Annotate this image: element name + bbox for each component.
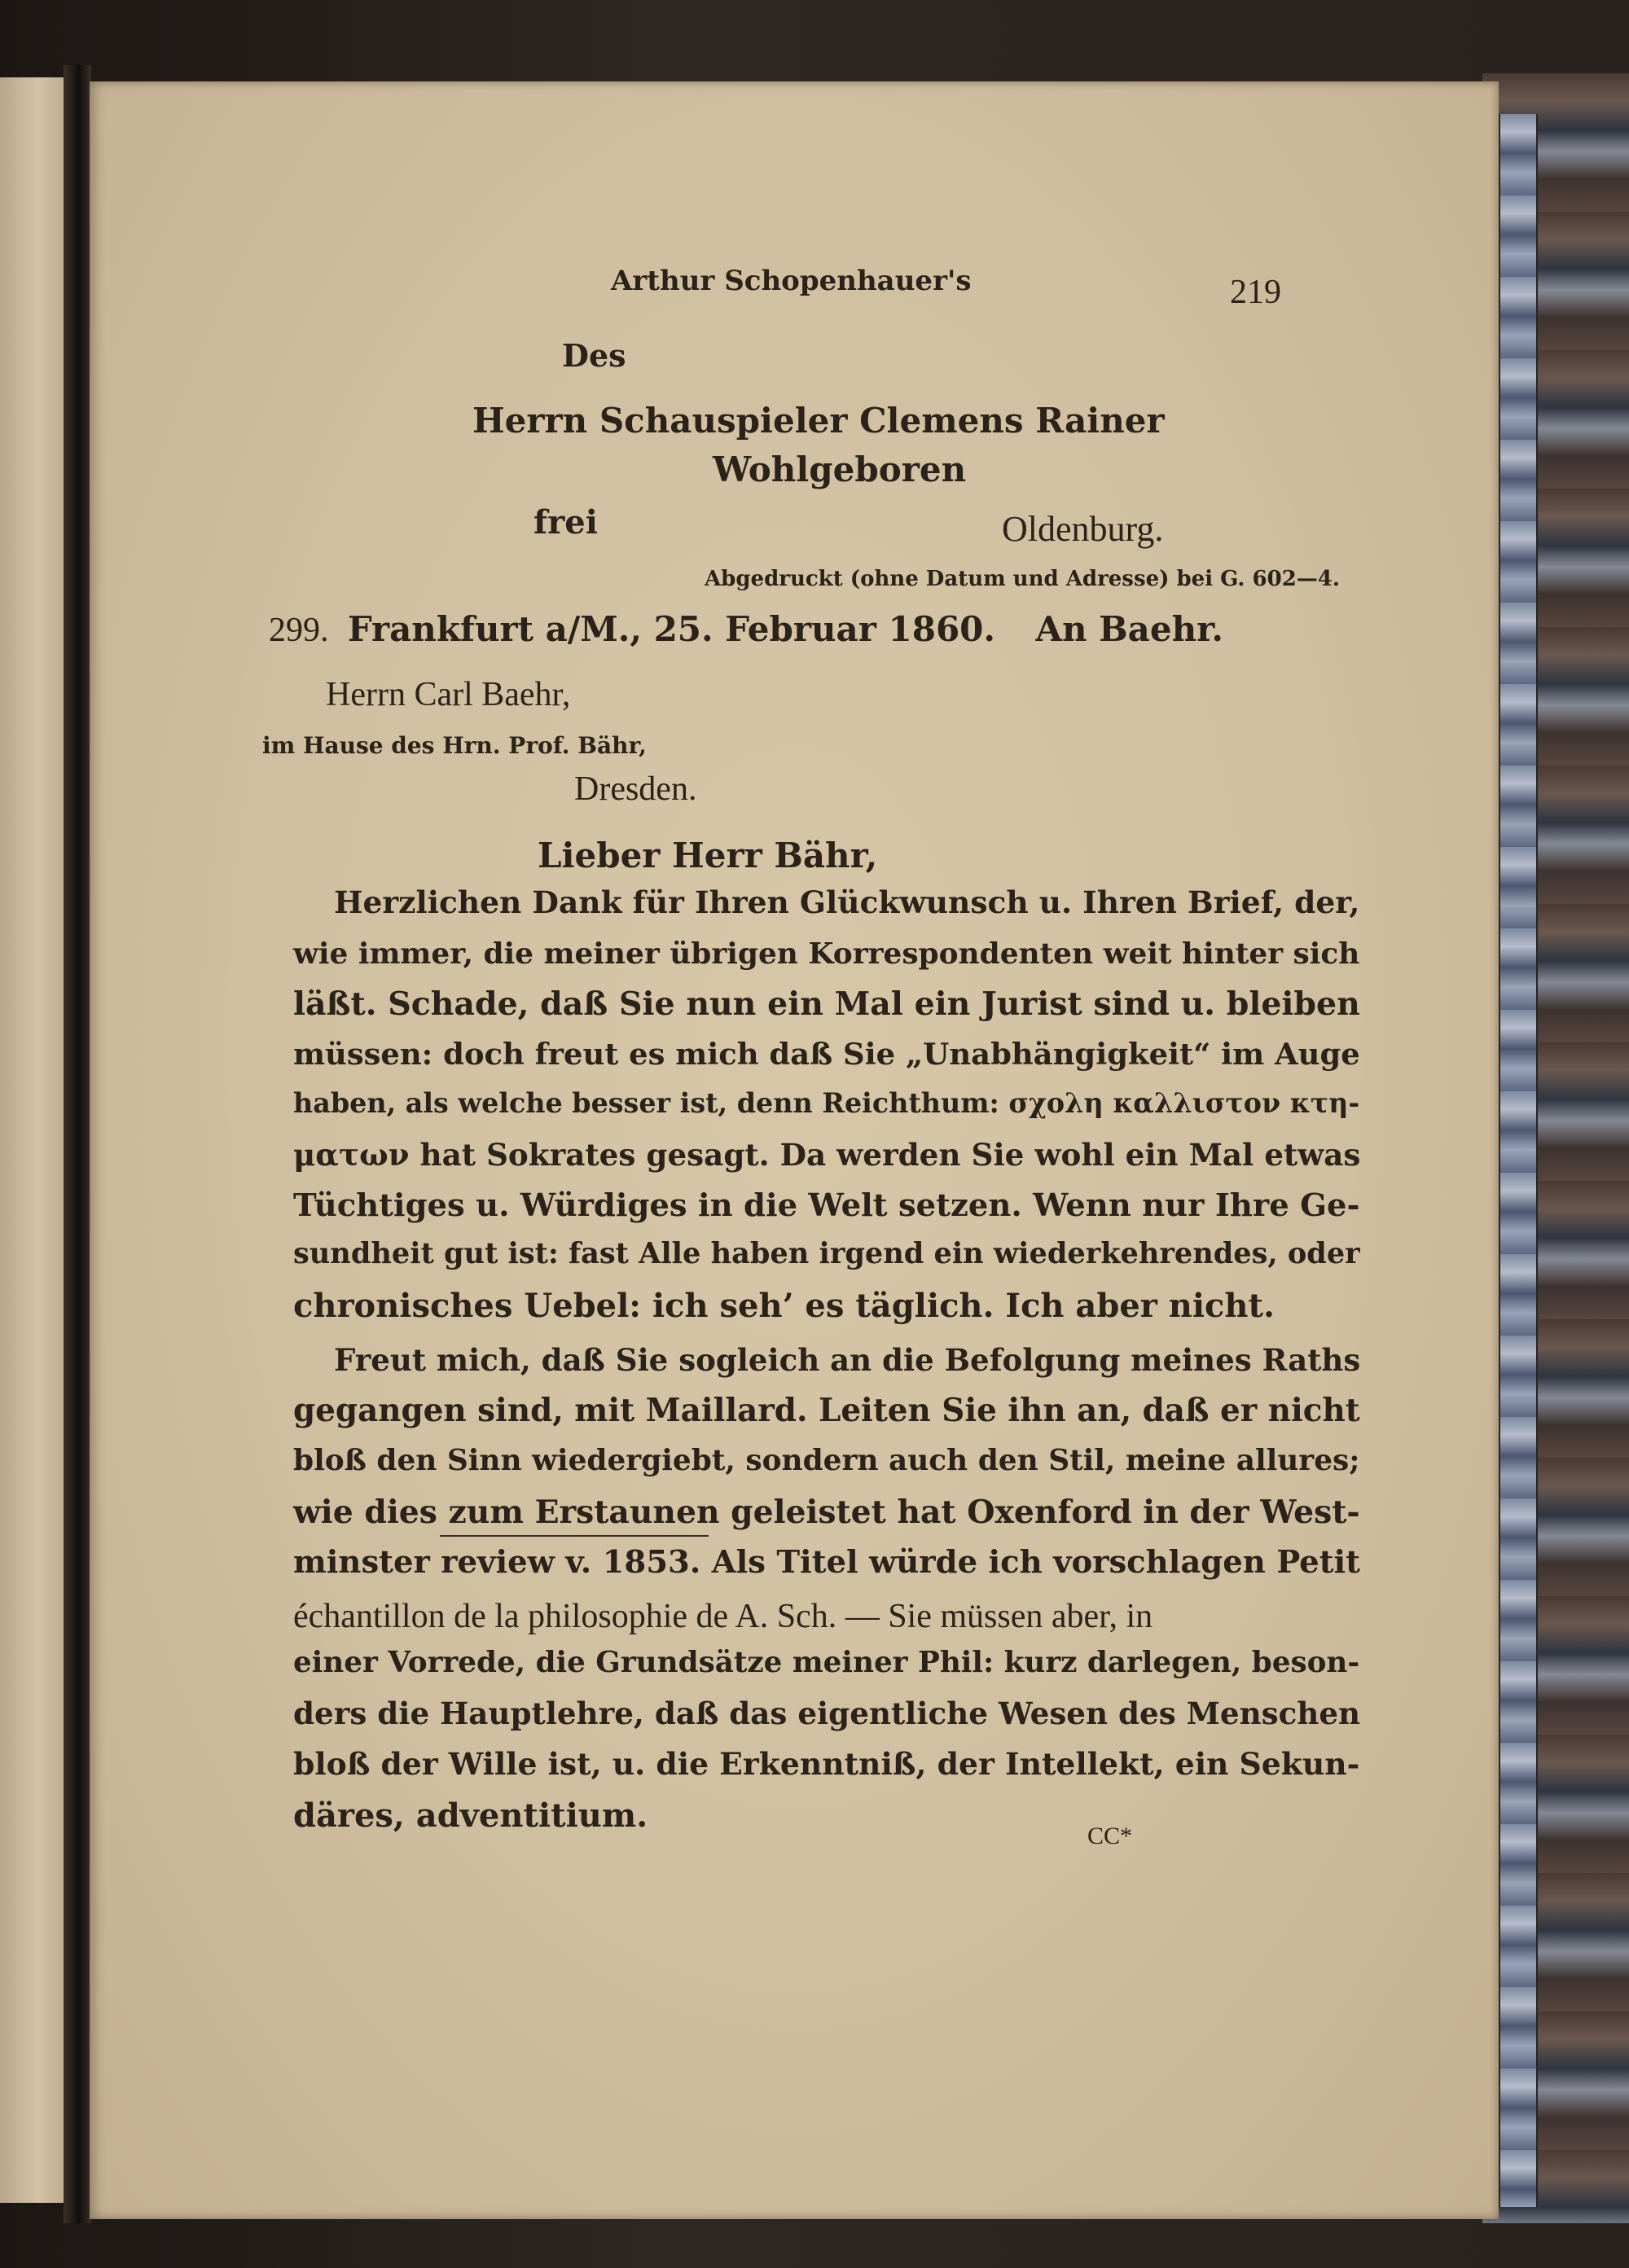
paragraph-2-line: ders die Hauptlehre, daß das eigentliche Wesen des Menschen [293, 1696, 1361, 1731]
paragraph-1-line: chronisches Uebel: ich seh’ es täglich. Ich aber nicht. [293, 1287, 1275, 1325]
paragraph-1-line: ματων hat Sokrates gesagt. Da werden Sie wohl ein Mal etwas [293, 1137, 1361, 1173]
paragraph-1-line: haben, als welche besser ist, denn Reichthum: σχολη καλλιστον κτη- [293, 1087, 1360, 1119]
letter-number: 299. [269, 612, 329, 649]
paragraph-2-line: bloß der Wille ist, u. die Erkenntniß, der Intellekt, ein Sekun- [293, 1746, 1360, 1782]
editorial-note: Abgedruckt (ohne Datum und Adresse) bei G. 602—4. [705, 567, 1340, 591]
paragraph-1-line: Herzlichen Dank für Ihren Glückwunsch u. Ihren Brief, der, [334, 884, 1360, 920]
letter-recipient: An Baehr. [1035, 609, 1224, 649]
paragraph-2-line: einer Vorrede, die Grundsätze meiner Phil: kurz darlegen, beson- [293, 1645, 1360, 1679]
address-1-line-2: Herrn Schauspieler Clemens Rainer [472, 401, 1165, 441]
paragraph-2-line: échantillon de la philosophie de A. Sch. — Sie müssen aber, in [293, 1598, 1153, 1635]
signature-mark: CC* [1087, 1823, 1133, 1849]
paragraph-1-line: wie immer, die meiner übrigen Korrespondenten weit hinter sich [293, 937, 1360, 971]
paragraph-1-line: läßt. Schade, daß Sie nun ein Mal ein Jurist sind u. bleiben [293, 985, 1360, 1023]
letter-place-date: Frankfurt a/M., 25. Februar 1860. [347, 609, 996, 649]
paragraph-1-line: müssen: doch freut es mich daß Sie „Unabhängigkeit“ im Auge [293, 1036, 1360, 1072]
paragraph-2-line: Freut mich, daß Sie sogleich an die Befolgung meines Raths [334, 1342, 1361, 1378]
address-2-line-2: im Hause des Hrn. Prof. Bähr, [262, 732, 647, 759]
paragraph-2-line: minster review v. 1853. Als Titel würde ich vorschlagen Petit [293, 1544, 1360, 1581]
book-gutter [64, 65, 91, 2223]
paragraph-1-line: Tüchtiges u. Würdiges in die Welt setzen. Wenn nur Ihre Ge- [293, 1187, 1360, 1224]
paragraph-2-line: gegangen sind, mit Maillard. Leiten Sie ihn an, daß er nicht [293, 1393, 1360, 1429]
address-2-city: Dresden. [574, 770, 697, 808]
paragraph-2-line: däres, adventitium. [293, 1796, 648, 1835]
page-number: 219 [1230, 274, 1281, 311]
address-2-line-1: Herrn Carl Baehr, [326, 676, 571, 713]
address-1-frei: frei [533, 503, 598, 542]
address-1-city: Oldenburg. [1002, 509, 1164, 549]
book-page [90, 81, 1499, 2219]
running-title: Arthur Schopenhauer's [611, 265, 972, 297]
address-1-line-1: Des [562, 337, 626, 374]
paragraph-2-line: wie dies zum Erstaunen geleistet hat Oxenford in der West- [293, 1494, 1360, 1531]
letter-heading [269, 609, 1224, 649]
pencil-underline [440, 1535, 709, 1537]
previous-page-edge [0, 77, 65, 2203]
paragraph-1-line: sundheit gut ist: fast Alle haben irgend ein wiederkehrendes, oder [293, 1237, 1360, 1270]
salutation: Lieber Herr Bähr, [538, 836, 878, 875]
paragraph-2-line: bloß den Sinn wiedergiebt, sondern auch den Stil, meine allures; [293, 1443, 1360, 1477]
address-1-line-3: Wohlgeboren [713, 450, 967, 489]
marbled-cover-strip [1499, 114, 1538, 2207]
